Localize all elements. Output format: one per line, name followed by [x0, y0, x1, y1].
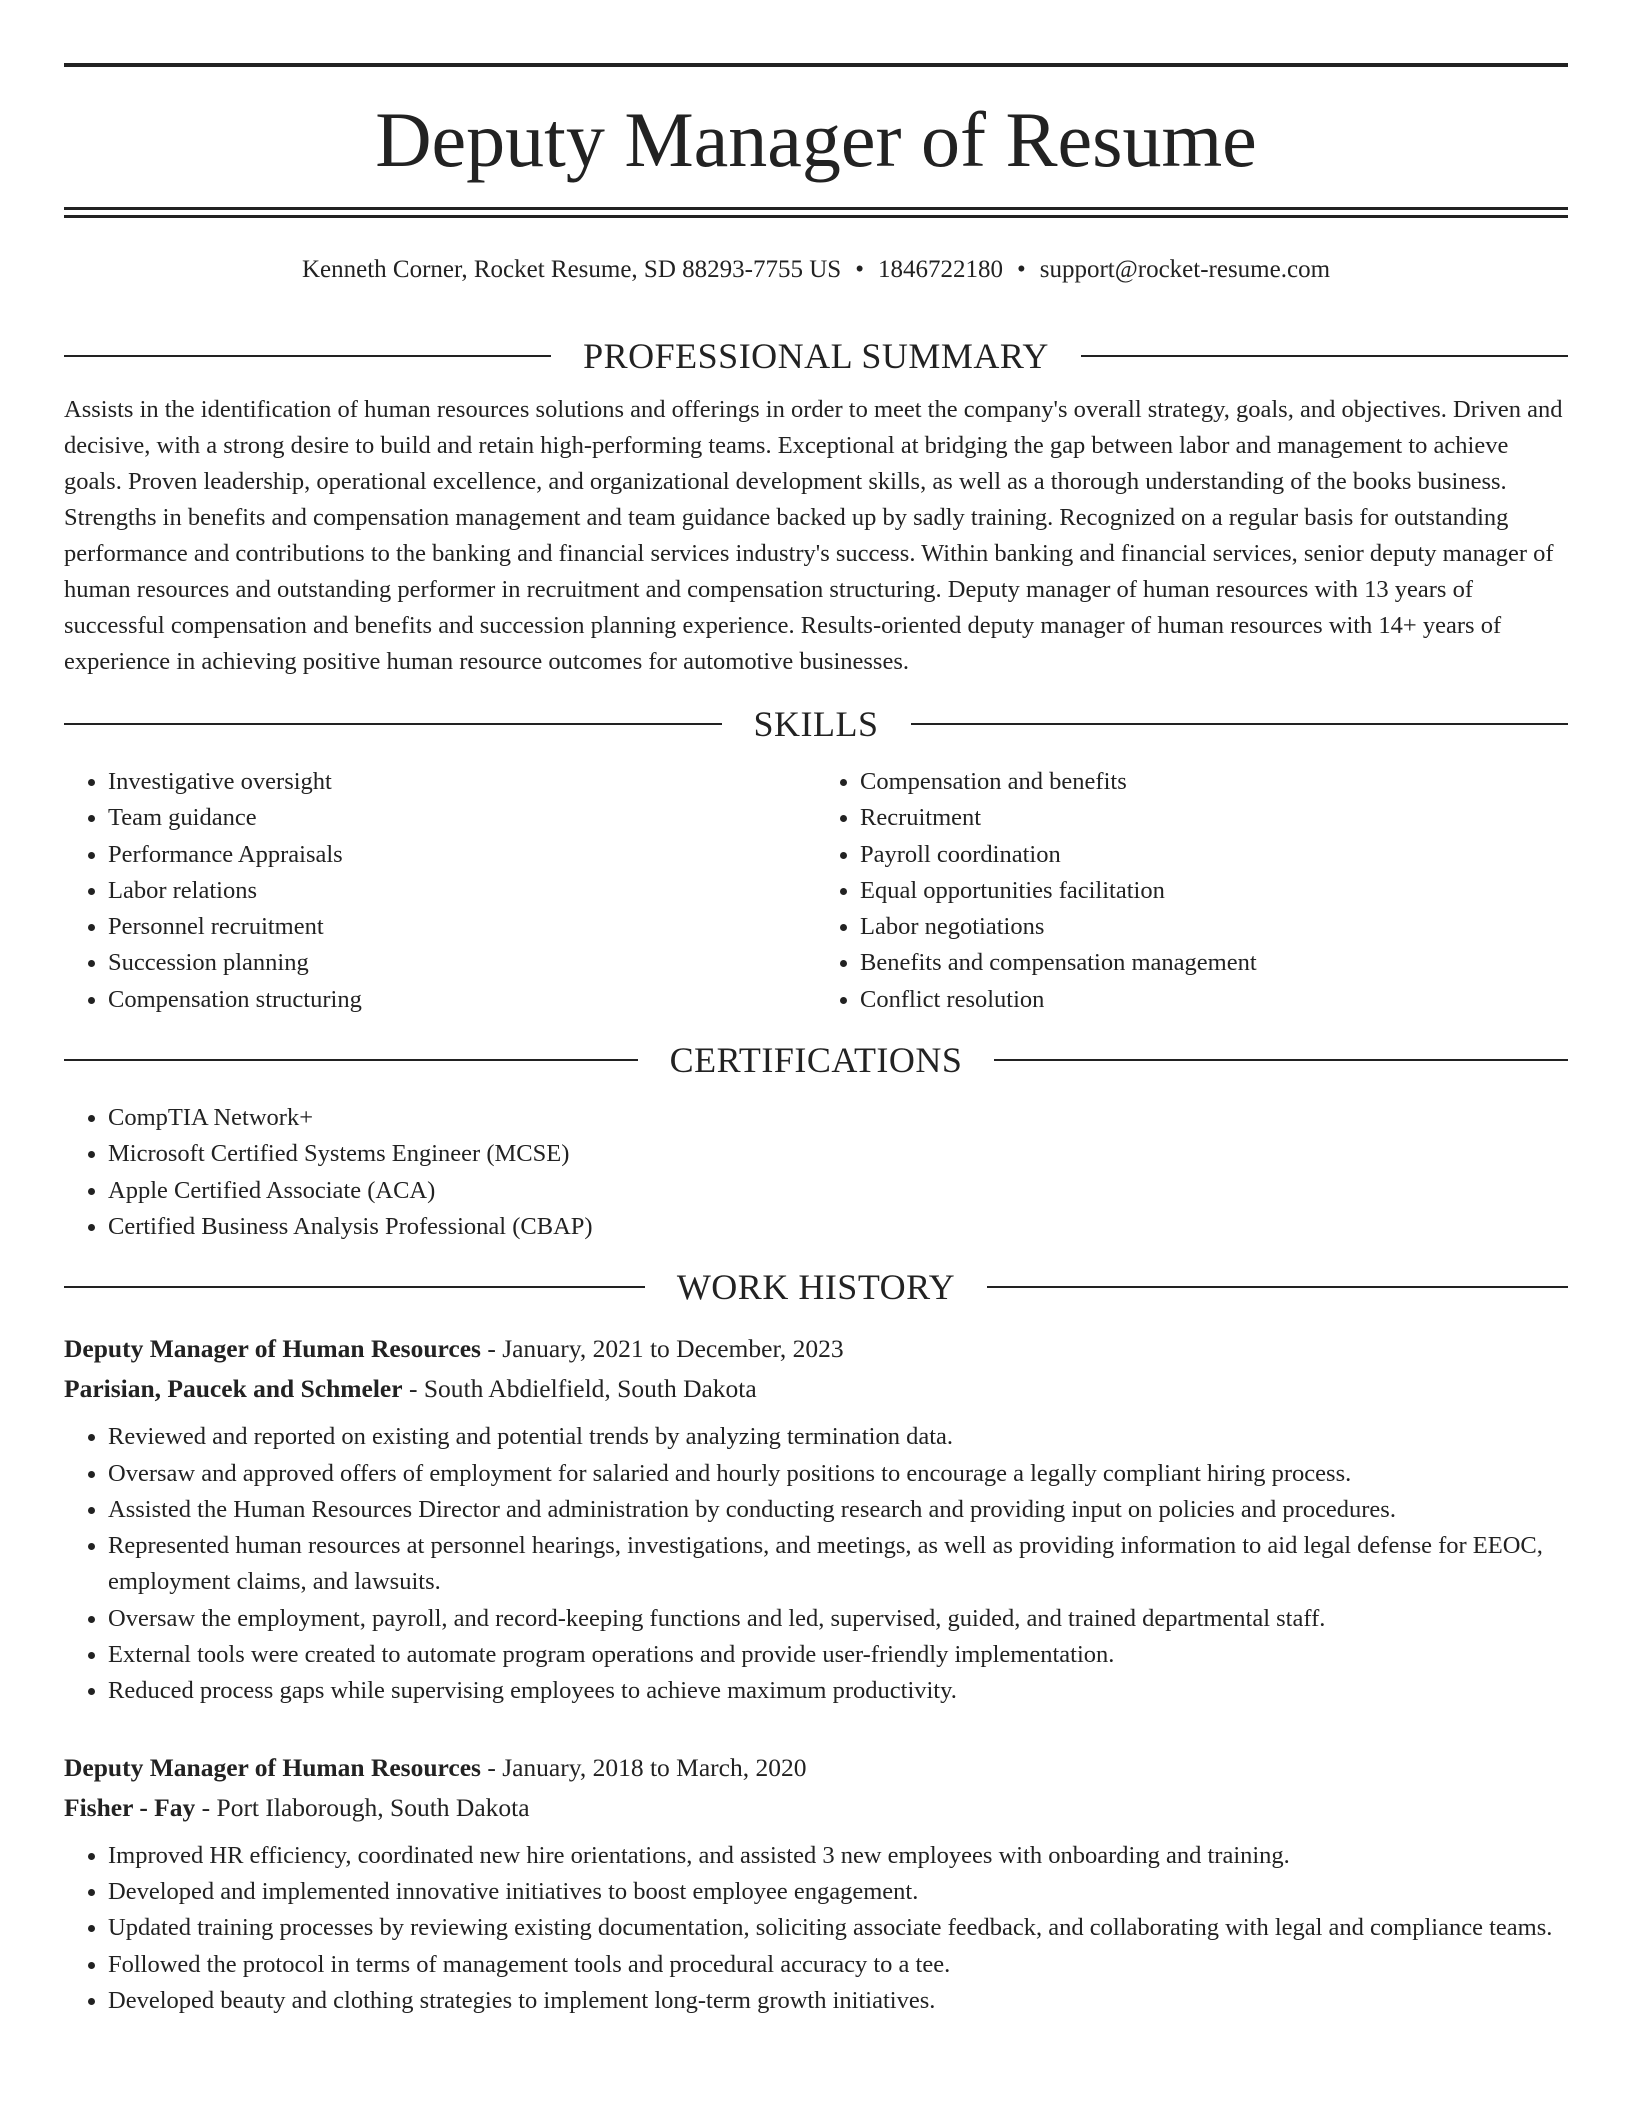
certifications-heading — [64, 1030, 1568, 1090]
job-bullet: • External tools were created to automate program operations and provide user-friendly implementation. — [108, 1637, 1568, 1673]
certifications-list-wrap — [64, 1100, 1568, 1245]
certification-item: • Microsoft Certified Systems Engineer (MCSE) — [108, 1136, 1568, 1172]
job-company: Fisher - Fay — [64, 1792, 196, 1822]
title-double-rule — [64, 207, 1568, 218]
job-dates: - January, 2021 to December, 2023 — [480, 1334, 844, 1364]
job-company-line — [64, 1788, 1568, 1828]
skills-heading — [64, 694, 1568, 754]
certification-item: • Apple Certified Associate (ACA) — [108, 1173, 1568, 1209]
certification-item: • Certified Business Analysis Professional (CBAP) — [108, 1209, 1568, 1245]
skills-columns — [64, 764, 1568, 1018]
skill-item: • Equal opportunities facilitation — [860, 873, 1568, 909]
skill-item: • Benefits and compensation management — [860, 945, 1568, 981]
contact-line — [64, 252, 1568, 288]
job-bullet: • Assisted the Human Resources Director and administration by conducting research and providing input on policies and procedures. — [108, 1492, 1568, 1528]
job-bullets — [64, 1838, 1568, 2019]
summary-heading-label: PROFESSIONAL SUMMARY — [583, 336, 1049, 376]
certification-item: • CompTIA Network+ — [108, 1100, 1568, 1136]
job-entry — [64, 1748, 1568, 2019]
job-title: Deputy Manager of Human Resources — [64, 1752, 481, 1782]
heading-rule-right — [987, 1286, 1568, 1288]
heading-rule-left — [64, 1059, 638, 1061]
job-bullet: • Developed beauty and clothing strategies to implement long-term growth initiatives. — [108, 1983, 1568, 2019]
job-entry — [64, 1329, 1568, 1709]
job-bullets — [64, 1419, 1568, 1709]
heading-rule-right — [1081, 355, 1568, 357]
job-bullet: • Followed the protocol in terms of management tools and procedural accuracy to a tee. — [108, 1947, 1568, 1983]
heading-rule-left — [64, 1286, 645, 1288]
contact-address: Kenneth Corner, Rocket Resume, SD 88293-7755 US — [301, 256, 842, 283]
skills-list-right — [816, 764, 1568, 1018]
job-bullet: • Reviewed and reported on existing and potential trends by analyzing termination data. — [108, 1419, 1568, 1455]
skills-list-left — [64, 764, 816, 1018]
heading-rule-left — [64, 355, 551, 357]
skill-item: • Conflict resolution — [860, 982, 1568, 1018]
contact-separator: • — [855, 256, 864, 283]
contact-email-link[interactable]: support@rocket-resume.com — [1039, 256, 1331, 283]
certifications-heading-label: CERTIFICATIONS — [669, 1040, 963, 1081]
job-title: Deputy Manager of Human Resources — [64, 1334, 481, 1364]
job-bullet: • Updated training processes by reviewing existing documentation, soliciting associate feedback, and collaborating with legal and compliance teams. — [108, 1910, 1568, 1946]
skill-item: • Compensation and benefits — [860, 764, 1568, 800]
work-history-heading-label: WORK HISTORY — [676, 1267, 956, 1308]
skill-item: • Succession planning — [108, 945, 816, 981]
summary-heading — [64, 326, 1568, 386]
resume-title: Deputy Manager of Resume — [375, 96, 1257, 183]
heading-rule-right — [911, 723, 1569, 725]
skill-item: • Team guidance — [108, 800, 816, 836]
summary-text: Assists in the identification of human resources solutions and offerings in order to meet the company's overall strategy, goals, and objectives. Driven and decisive, with a strong desire to build and retain high-performing teams. Exceptional at bridging the gap between labor and management to achieve goals. Proven leadership, operational excellence, and organizational development skills, as well as a thorough understanding of the books business. Strengths in benefits and compensation management and team guidance backed up by sadly training. Recognized on a regular basis for outstanding performance and contributions to the banking and financial services industry's success. Within banking and financial services, senior deputy manager of human resources and outstanding performer in recruitment and compensation structuring. Deputy manager of human resources with 13 years of successful compensation and benefits and succession planning experience. Results-oriented deputy manager of human resources with 14+ years of experience in achieving positive human resource outcomes for automotive businesses. — [64, 396, 1563, 675]
job-title-line — [64, 1748, 1568, 1788]
resume-content — [64, 326, 1568, 2019]
skill-item: • Recruitment — [860, 800, 1568, 836]
job-bullet: • Reduced process gaps while supervising employees to achieve maximum productivity. — [108, 1673, 1568, 1709]
skill-item: • Investigative oversight — [108, 764, 816, 800]
job-dates: - January, 2018 to March, 2020 — [480, 1752, 807, 1782]
job-bullet: • Improved HR efficiency, coordinated new hire orientations, and assisted 3 new employees with onboarding and training. — [108, 1838, 1568, 1874]
job-location: - Port Ilaborough, South Dakota — [195, 1792, 530, 1822]
skill-item: • Compensation structuring — [108, 982, 816, 1018]
job-title-line — [64, 1329, 1568, 1369]
work-history-heading — [64, 1257, 1568, 1317]
contact-phone: 1846722180 — [877, 256, 1003, 283]
skill-item: • Personnel recruitment — [108, 909, 816, 945]
skill-item: • Performance Appraisals — [108, 837, 816, 873]
job-company: Parisian, Paucek and Schmeler — [64, 1374, 403, 1404]
job-location: - South Abdielfield, South Dakota — [402, 1374, 757, 1404]
skill-item: • Labor negotiations — [860, 909, 1568, 945]
job-bullet: • Oversaw and approved offers of employment for salaried and hourly positions to encourage a legally compliant hiring process. — [108, 1456, 1568, 1492]
heading-rule-right — [994, 1059, 1568, 1061]
job-bullet: • Represented human resources at personnel hearings, investigations, and meetings, as well as providing information to aid legal defense for EEOC, employment claims, and lawsuits. — [108, 1528, 1568, 1601]
skill-item: • Labor relations — [108, 873, 816, 909]
job-bullet: • Oversaw the employment, payroll, and record-keeping functions and led, supervised, guided, and trained departmental staff. — [108, 1601, 1568, 1637]
skills-heading-label: SKILLS — [753, 704, 879, 744]
contact-separator: • — [1016, 256, 1026, 283]
skill-item: • Payroll coordination — [860, 837, 1568, 873]
top-rule — [64, 63, 1568, 67]
job-company-line — [64, 1369, 1568, 1409]
certifications-list — [64, 1100, 1568, 1245]
heading-rule-left — [64, 723, 722, 725]
job-bullet: • Developed and implemented innovative initiatives to boost employee engagement. — [108, 1874, 1568, 1910]
